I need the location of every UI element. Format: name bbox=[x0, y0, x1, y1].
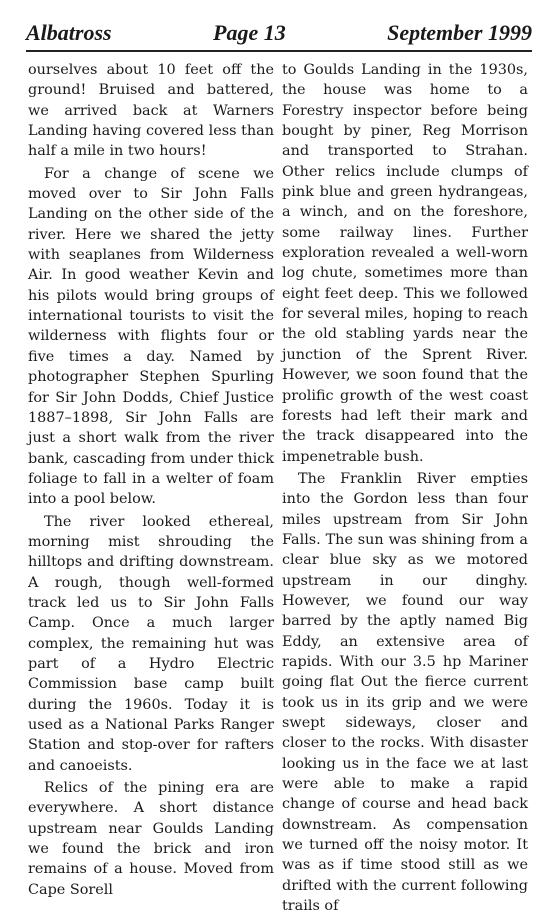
left-column bbox=[28, 60, 274, 898]
article-body bbox=[28, 60, 528, 915]
paragraph: The river looked ethereal, morning mist shrouding the hilltops and drifting downstream. A rough, though well-formed track led us to Sir John Falls Camp. Once a much larger complex, the remaining hut was part of a Hydro Electric Commission base camp built during the 1960s. Today it is used as a National Parks Ranger Station and stop-over for rafters and canoeists. bbox=[28, 513, 274, 774]
paragraph: The Franklin River empties into the Gordon less than four miles upstream from Sir John Falls. The sun was shining from a clear blue sky as we motored upstream in our dinghy. However, we found our way barred by the aptly named Big Eddy, an extensive area of rapids. With our 3.5 hp Mariner going flat Out the fierce current took us in its grip and we were swept sideways, closer and closer to the rocks. With disaster looking us in the face we at last were able to make a rapid change of course and head back downstream. As compensation we turned off the noisy motor. It was as if time stood still as we drifted with the current following trails of bbox=[282, 470, 528, 915]
page-header bbox=[26, 12, 532, 52]
publication-title: Albatross bbox=[26, 20, 112, 45]
page-number: Page 13 bbox=[213, 20, 286, 45]
paragraph: to Goulds Landing in the 1930s, the house was home to a Forestry inspector before being bought by piner, Reg Morrison and transported to Strahan. Other relics include clumps of pink blue and green hydrangeas, a winch, and on the foreshore, some railway lines. Further exploration revealed a well-worn log chute, sometimes more than eight feet deep. This we followed for several miles, hoping to reach the old stabling yards near the junction of the Sprent River. However, we soon found that the prolific growth of the west coast forests had left their mark and the track disappeared into the impenetrable bush. bbox=[282, 62, 528, 465]
issue-date: September 1999 bbox=[387, 20, 532, 45]
paragraph: ourselves about 10 feet off the ground! Bruised and battered, we arrived back at Warners Landing having covered less than half a mile in two hours! bbox=[28, 62, 274, 160]
paragraph: For a change of scene we moved over to Sir John Falls Landing on the other side of the river. Here we shared the jetty with seaplanes from Wilderness Air. In good weather Kevin and his pilots would bring groups of international tourists to visit the wilderness with flights four or five times a day. Named by photographer Stephen Spurling for Sir John Dodds, Chief Justice 1887–1898, Sir John Falls are just a short walk from the river bank, cascading from under thick foliage to fall in a welter of foam into a pool below. bbox=[28, 165, 274, 508]
paragraph: Relics of the pining era are everywhere. A short distance upstream near Goulds Landing we found the brick and iron remains of a house. Moved from Cape Sorell bbox=[28, 780, 274, 898]
right-column bbox=[282, 60, 528, 915]
